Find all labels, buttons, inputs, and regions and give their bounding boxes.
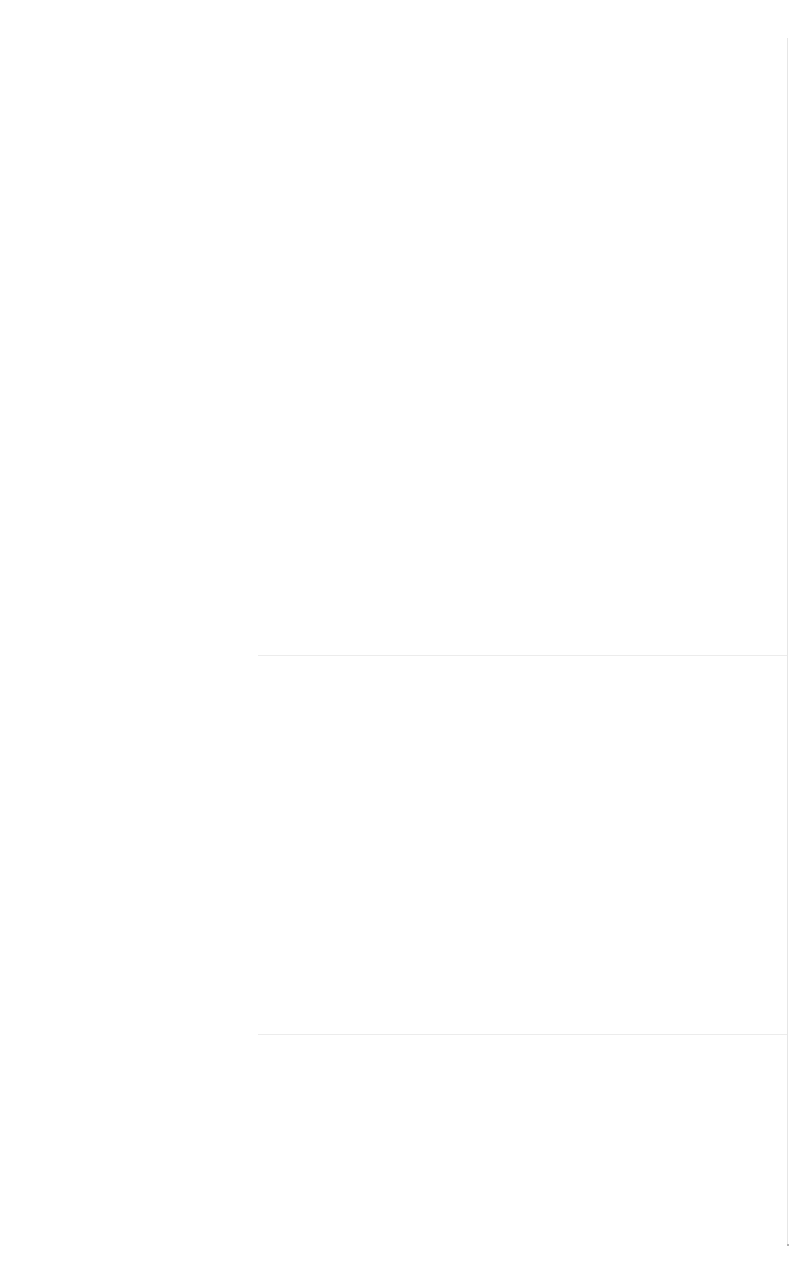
content-pane [258, 38, 788, 1244]
content-section-top [258, 38, 788, 655]
pane-right-border [787, 38, 788, 1244]
resize-handle[interactable] [787, 1244, 789, 1246]
content-section-bottom [258, 1035, 788, 1244]
content-section-middle [258, 656, 788, 1034]
left-sidebar-area [0, 0, 258, 1280]
